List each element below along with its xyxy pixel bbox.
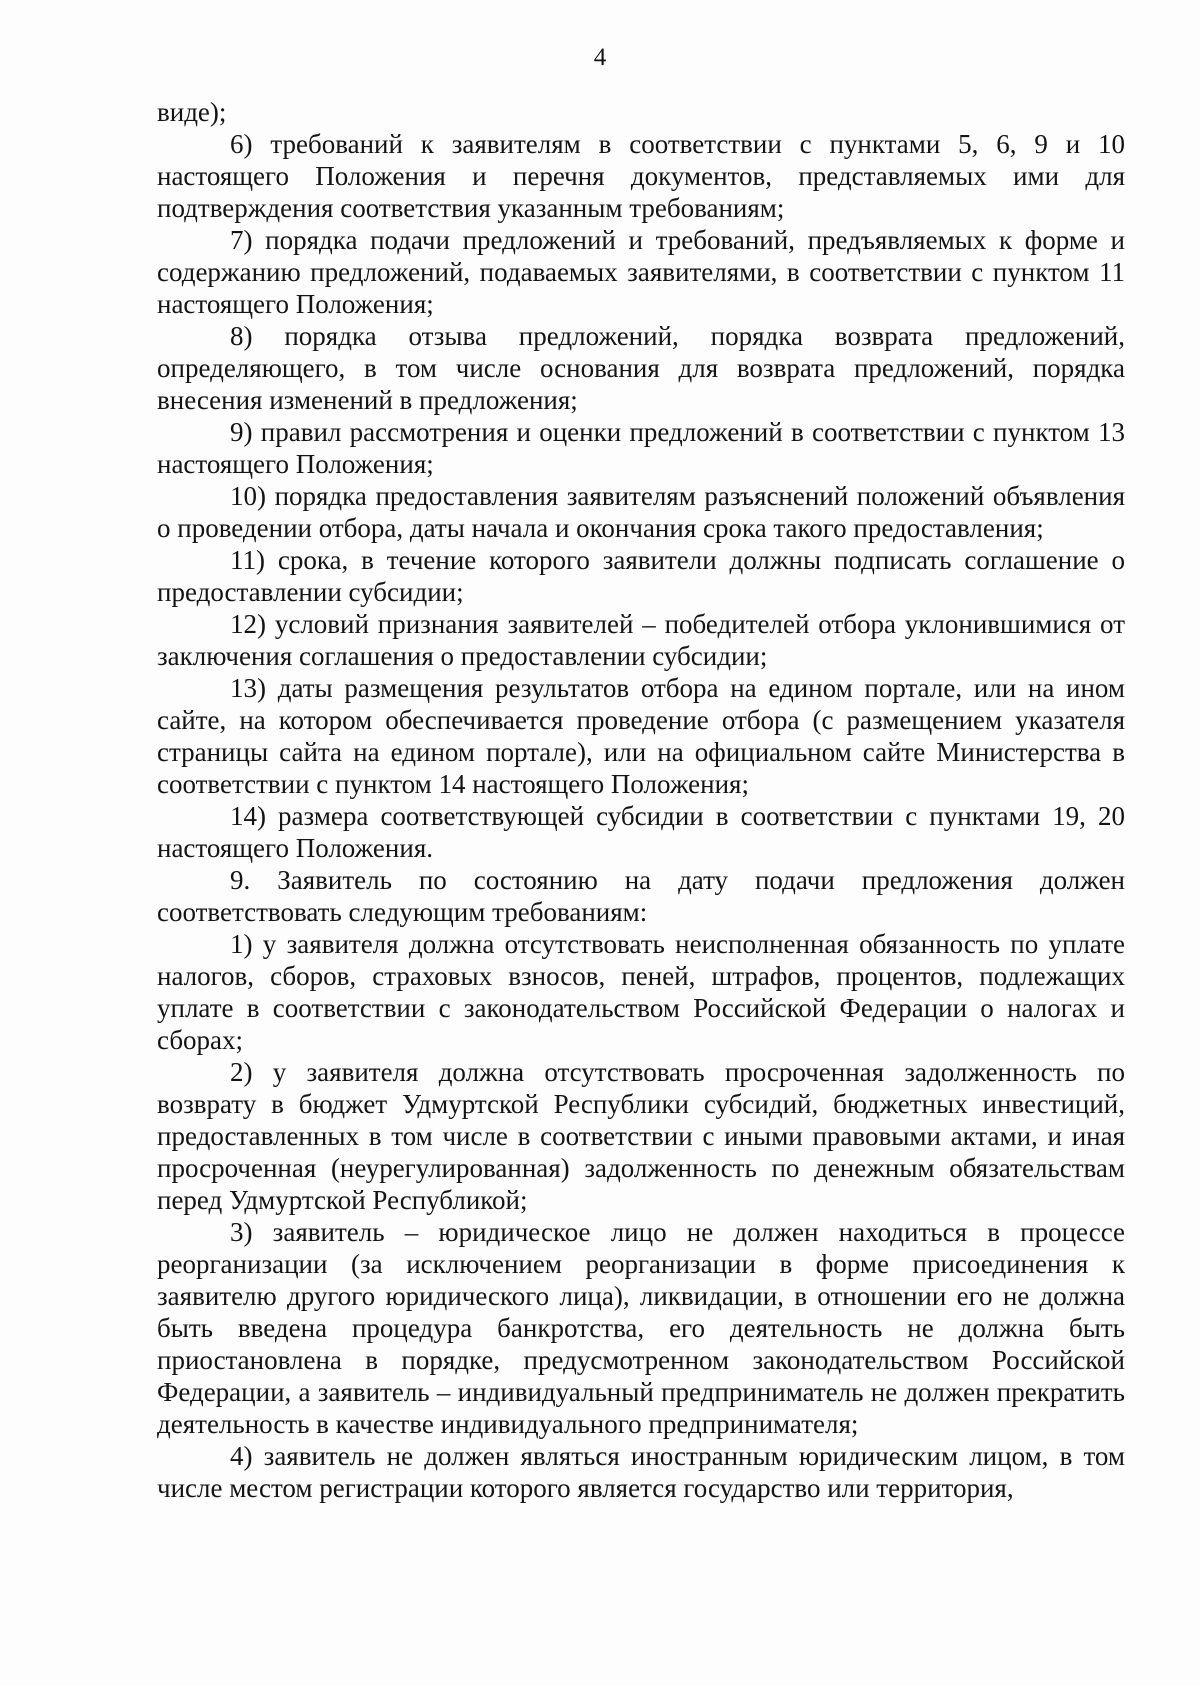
paragraph-requirement-4: 4) заявитель не должен являться иностранным юридическим лицом, в том числе местом регистрации которого является государство или территория, bbox=[157, 1441, 1125, 1503]
paragraph-requirement-2: 2) у заявителя должна отсутствовать просроченная задолженность по возврату в бюджет Удмуртской Республики субсидий, бюджетных инвестиций, предоставленных в том числе в соответствии с иными правовыми актами, и иная просроченная (неурегулированная) задолженность по денежным обязательствам перед Удмуртской Республикой; bbox=[157, 1057, 1125, 1215]
paragraph-item-11: 11) срока, в течение которого заявители должны подписать соглашение о предоставлении субсидии; bbox=[157, 545, 1125, 607]
paragraph-continuation: виде); bbox=[157, 97, 227, 127]
paragraph-item-10: 10) порядка предоставления заявителям разъяснений положений объявления о проведении отбора, даты начала и окончания срока такого предоставления; bbox=[157, 481, 1125, 543]
paragraph-item-12: 12) условий признания заявителей – победителей отбора уклонившимися от заключения соглашения о предоставлении субсидии; bbox=[157, 609, 1125, 671]
paragraph-item-13: 13) даты размещения результатов отбора на едином портале, или на ином сайте, на котором обеспечивается проведение отбора (с размещением указателя страницы сайта на едином портале), или на официальном сайте Министерства в соответствии с пунктом 14 настоящего Положения; bbox=[157, 673, 1125, 799]
paragraph-item-9: 9) правил рассмотрения и оценки предложений в соответствии с пунктом 13 настоящего Положения; bbox=[157, 417, 1125, 479]
paragraph-item-6: 6) требований к заявителям в соответствии с пунктами 5, 6, 9 и 10 настоящего Положения и перечня документов, представляемых ими для подтверждения соответствия указанным требованиям; bbox=[157, 129, 1125, 223]
paragraph-requirement-3: 3) заявитель – юридическое лицо не должен находиться в процессе реорганизации (за исключением реорганизации в форме присоединения к заявителю другого юридического лица), ликвидации, в отношении его не должна быть введена процедура банкротства, его деятельность не должна быть приостановлена в порядке, предусмотренном законодательством Российской Федерации, а заявитель – индивидуальный предприниматель не должен прекратить деятельность в качестве индивидуального предпринимателя; bbox=[157, 1217, 1125, 1439]
document-body bbox=[157, 96, 1125, 1504]
paragraph-item-8: 8) порядка отзыва предложений, порядка возврата предложений, определяющего, в том числе основания для возврата предложений, порядка внесения изменений в предложения; bbox=[157, 321, 1125, 415]
paragraph-item-14: 14) размера соответствующей субсидии в соответствии с пунктами 19, 20 настоящего Положения. bbox=[157, 801, 1125, 863]
paragraph-section-9: 9. Заявитель по состоянию на дату подачи предложения должен соответствовать следующим требованиям: bbox=[157, 865, 1125, 927]
paragraph-item-7: 7) порядка подачи предложений и требований, предъявляемых к форме и содержанию предложений, подаваемых заявителями, в соответствии с пунктом 11 настоящего Положения; bbox=[157, 225, 1125, 319]
paragraph-requirement-1: 1) у заявителя должна отсутствовать неисполненная обязанность по уплате налогов, сборов, страховых взносов, пеней, штрафов, процентов, подлежащих уплате в соответствии с законодательством Российской Федерации о налогах и сборах; bbox=[157, 929, 1125, 1055]
page-number: 4 bbox=[593, 44, 607, 71]
